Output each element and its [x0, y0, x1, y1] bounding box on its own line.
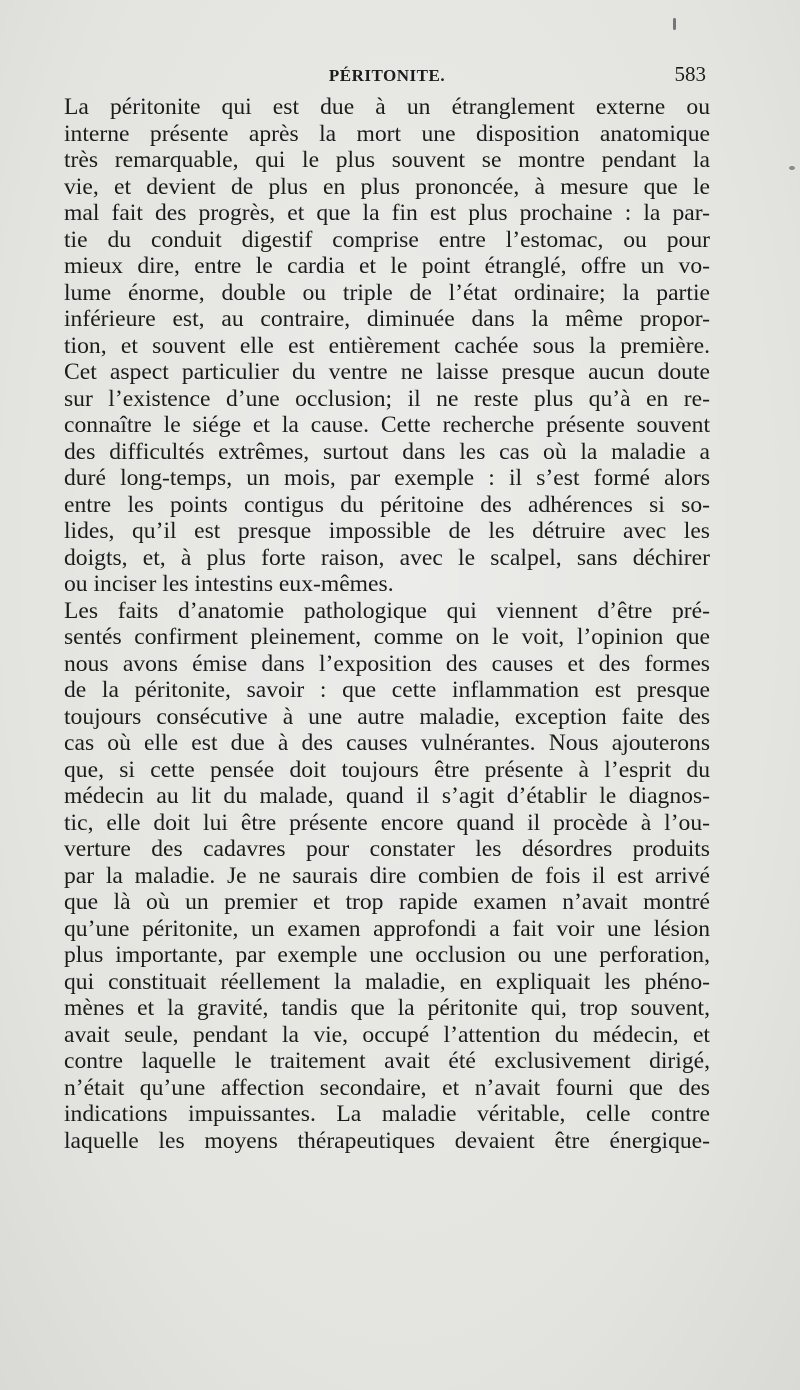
- text-line: n’était qu’une affection secondaire, et n’avait fourni que des: [64, 1074, 710, 1101]
- paragraph: [64, 94, 710, 598]
- text-line: plus importante, par exemple une occlusion ou une perforation,: [64, 942, 710, 968]
- text-line: lume énorme, double ou triple de l’état ordinaire; la partie: [64, 279, 710, 306]
- text-line: interne présente après la mort une disposition anatomique: [64, 120, 710, 147]
- ink-speck: [789, 166, 795, 170]
- text-line: mènes et la gravité, tandis que la péritonite qui, trop souvent,: [64, 995, 710, 1021]
- text-line: tion, et souvent elle est entièrement cachée sous la première.: [64, 332, 710, 359]
- text-line: que, si cette pensée doit toujours être présente à l’esprit du: [64, 756, 710, 783]
- text-line: sentés confirment pleinement, comme on le voit, l’opinion que: [64, 624, 710, 650]
- paragraph: [64, 598, 710, 1155]
- text-line: qu’une péritonite, un examen approfondi a fait voir une lésion: [64, 915, 710, 942]
- text-line: médecin au lit du malade, quand il s’agit d’établir le diagnos-: [64, 783, 710, 809]
- text-line: qui constituait réellement la maladie, en expliquait les phéno-: [64, 968, 710, 995]
- text-line: La péritonite qui est due à un étranglement externe ou: [64, 94, 710, 120]
- text-line: entre les points contigus du péritoine des adhérences si so-: [64, 491, 710, 518]
- running-title: PÉRITONITE.: [328, 66, 446, 85]
- text-line: indications impuissantes. La maladie véritable, celle contre: [64, 1101, 710, 1127]
- text-line: avait seule, pendant la vie, occupé l’attention du médecin, et: [64, 1021, 710, 1048]
- text-line: contre laquelle le traitement avait été exclusivement dirigé,: [64, 1048, 710, 1074]
- text-line: duré long-temps, un mois, par exemple : il s’est formé alors: [64, 465, 710, 491]
- page-number: 583: [674, 62, 706, 86]
- text-line: cas où elle est due à des causes vulnérantes. Nous ajouterons: [64, 730, 710, 756]
- text-line: lides, qu’il est presque impossible de les détruire avec les: [64, 518, 710, 544]
- text-line: toujours consécutive à une autre maladie, exception faite des: [64, 703, 710, 730]
- text-line: nous avons émise dans l’exposition des causes et des formes: [64, 650, 710, 677]
- text-line: doigts, et, à plus forte raison, avec le scalpel, sans déchirer: [64, 544, 710, 571]
- running-head: [64, 60, 710, 90]
- text-line: sur l’existence d’une occlusion; il ne reste plus qu’à en re-: [64, 385, 710, 412]
- text-line: de la péritonite, savoir : que cette inflammation est presque: [64, 677, 710, 703]
- ink-speck: [673, 18, 676, 30]
- text-line: tie du conduit digestif comprise entre l’estomac, ou pour: [64, 226, 710, 253]
- text-line: Les faits d’anatomie pathologique qui viennent d’être pré-: [64, 597, 710, 624]
- text-line: mal fait des progrès, et que la fin est plus prochaine : la par-: [64, 200, 710, 226]
- text-line: verture des cadavres pour constater les désordres produits: [64, 836, 710, 862]
- text-line: très remarquable, qui le plus souvent se montre pendant la: [64, 147, 710, 173]
- text-line: mieux dire, entre le cardia et le point étranglé, offre un vo-: [64, 253, 710, 279]
- text-line: connaître le siége et la cause. Cette recherche présente souvent: [64, 412, 710, 438]
- body-text: [64, 94, 710, 1154]
- text-line: que là où un premier et trop rapide examen n’avait montré: [64, 889, 710, 915]
- text-line: tic, elle doit lui être présente encore quand il procède à l’ou-: [64, 809, 710, 836]
- text-line: vie, et devient de plus en plus prononcée, à mesure que le: [64, 173, 710, 200]
- text-line: des difficultés extrêmes, surtout dans les cas où la maladie a: [64, 438, 710, 465]
- text-line: laquelle les moyens thérapeutiques devaient être énergique-: [64, 1127, 710, 1154]
- text-line: ou inciser les intestins eux-mêmes.: [64, 571, 394, 597]
- text-line: Cet aspect particulier du ventre ne laisse presque aucun doute: [64, 359, 710, 385]
- text-line: inférieure est, au contraire, diminuée dans la même propor-: [64, 306, 710, 332]
- text-line: par la maladie. Je ne saurais dire combien de fois il est arrivé: [64, 862, 710, 889]
